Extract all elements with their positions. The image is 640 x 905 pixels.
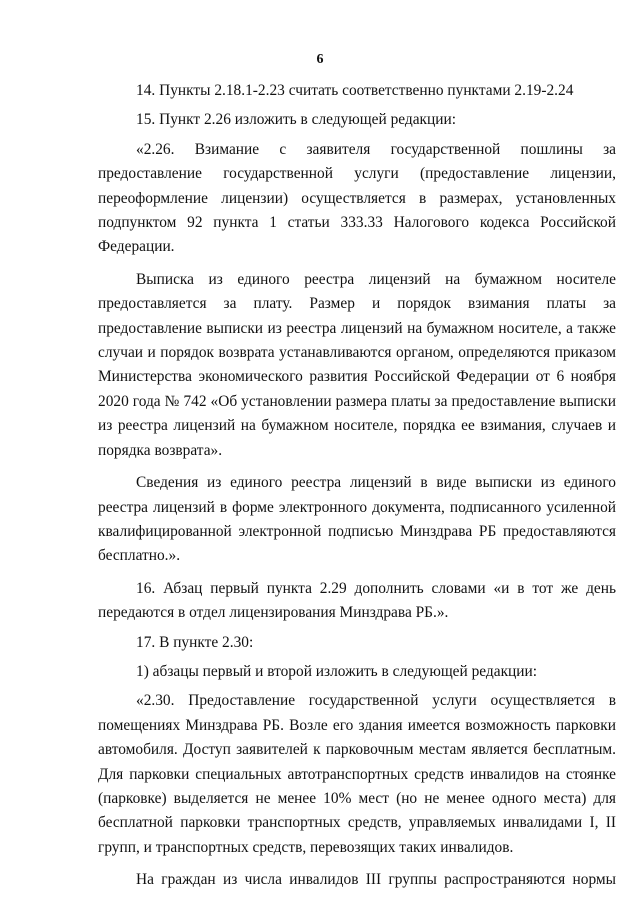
paragraph-item-17: 17. В пункте 2.30:: [136, 633, 254, 651]
paragraph-subitem-1: 1) абзацы первый и второй изложить в следующей редакции:: [136, 662, 538, 680]
paragraph-registry-extract-fee: Выписка из единого реестра лицензий на бумажном носителе предоставляется за плату. Размер и порядок взимания платы за предоставление выписки из реестра лицензий на бумажном носителе, а также случаи и порядок возврата устанавливаются органом, определяются приказом Министерства экономического развития Российской Федерации от 6 ноября 2020 года № 742 «Об установлении размера платы за предоставление выписки из реестра лицензий на бумажном носителе, порядка ее взимания, случаев и порядка возврата».: [98, 270, 616, 459]
paragraph-clause-2-26: «2.26. Взимание с заявителя государственной пошлины за предоставление государственной услуги (предоставление лицензии, переоформление лицензии) осуществляется в размерах, установленных подпунктом 92 пункта 1 статьи 333.33 Налогового кодекса Российской Федерации.: [98, 140, 616, 256]
paragraph-disability-group-3: На граждан из числа инвалидов III группы распространяются нормы: [136, 871, 616, 889]
paragraph-item-14: 14. Пункты 2.18.1-2.23 считать соответственно пунктами 2.19-2.24: [136, 82, 574, 99]
paragraph-item-16: 16. Абзац первый пункта 2.29 дополнить словами «и в тот же день передаются в отдел лицензирования Минздрава РБ.».: [98, 579, 616, 622]
paragraph-item-15: 15. Пункт 2.26 изложить в следующей редакции:: [136, 111, 457, 129]
paragraph-clause-2-30: «2.30. Предоставление государственной услуги осуществляется в помещениях Минздрава РБ. Возле его здания имеется возможность парковки автомобиля. Доступ заявителей к парковочным местам является бесплатным. Для парковки специальных автотранспортных средств инвалидов на стоянке (парковке) выделяется не менее 10% мест (но не менее одного места) для бесплатной парковки транспортных средств, управляемых инвалидами I, II групп, и транспортных средств, перевозящих таких инвалидов.: [98, 692, 616, 856]
document-body: [98, 79, 616, 893]
page-number: 6: [316, 52, 324, 67]
paragraph-registry-electronic-free: Сведения из единого реестра лицензий в виде выписки из единого реестра лицензий в форме электронного документа, подписанного усиленной квалифицированной электронной подписью Минздрава РБ предоставляются бесплатно.».: [98, 474, 616, 565]
